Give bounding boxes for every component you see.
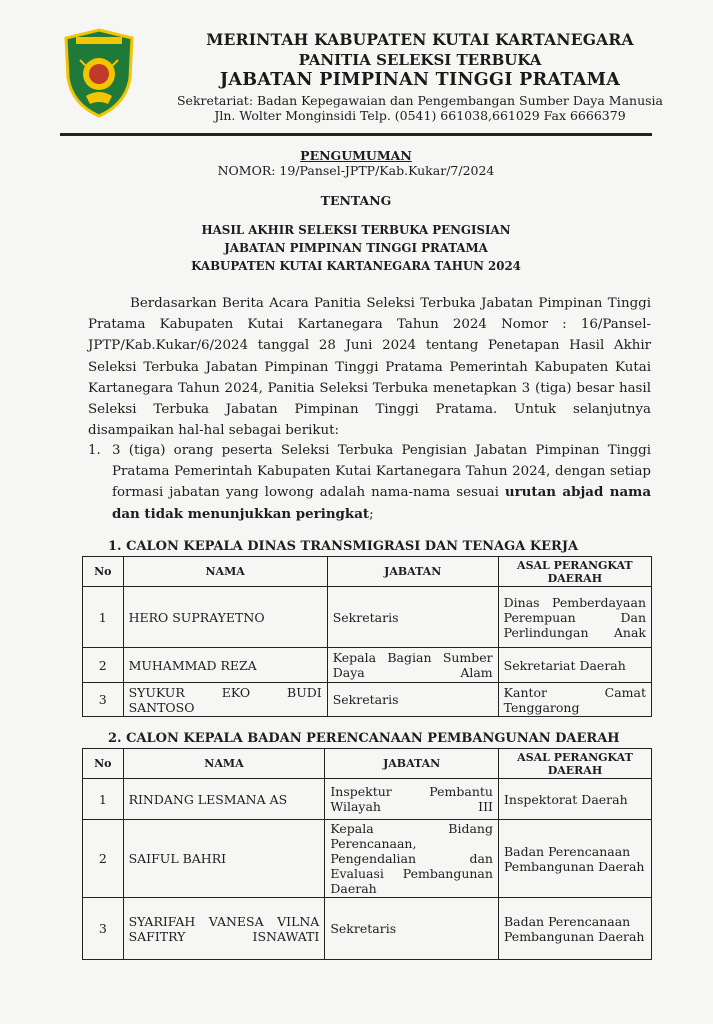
letterhead-committee: PANITIA SELEKSI TERBUKA bbox=[298, 51, 542, 69]
header-asal: ASAL PERANGKAT DAERAH bbox=[498, 557, 651, 587]
header-jabatan: JABATAN bbox=[327, 557, 498, 587]
cell-jabatan: Sekretaris bbox=[327, 683, 498, 717]
header-no: No bbox=[83, 749, 124, 779]
cell-asal: Badan Perencanaan Pembangunan Daerah bbox=[498, 898, 651, 960]
letterhead-address: Jln. Wolter Monginsidi Telp. (0541) 661038,661029 Fax 6666379 bbox=[214, 108, 626, 123]
cell-asal: Badan Perencanaan Pembangunan Daerah bbox=[498, 820, 651, 898]
cell-jabatan: Kepala Bidang Perencanaan, Pengendalian dan Evaluasi Pembangunan Daerah bbox=[325, 820, 499, 898]
subject-line: HASIL AKHIR SELEKSI TERBUKA PENGISIAN bbox=[201, 223, 511, 237]
cell-jabatan: Kepala Bagian Sumber Daya Alam bbox=[327, 648, 498, 683]
cell-no: 3 bbox=[83, 683, 124, 717]
table-row bbox=[83, 779, 652, 820]
table-header-row bbox=[83, 749, 652, 779]
cell-asal: Kantor Camat Tenggarong bbox=[498, 683, 651, 717]
header-nama: NAMA bbox=[123, 557, 327, 587]
subject-line: KABUPATEN KUTAI KARTANEGARA TAHUN 2024 bbox=[191, 259, 521, 273]
header-jabatan: JABATAN bbox=[325, 749, 499, 779]
table-header-row bbox=[83, 557, 652, 587]
table-row bbox=[83, 587, 652, 648]
list-item-text: 3 (tiga) orang peserta Seleksi Terbuka Pengisian Jabatan Pimpinan Tinggi Pratama Pemerintah Kabupaten Kutai Kartanegara Tahun 2024, dengan setiap formasi jabatan yang lowong adalah nama-nama sesuai urutan abjad nama dan tidak menunjukkan peringkat; bbox=[112, 443, 651, 522]
cell-nama: RINDANG LESMANA AS bbox=[123, 779, 325, 820]
cell-no: 1 bbox=[83, 587, 124, 648]
letterhead-divider bbox=[60, 133, 652, 136]
list-item bbox=[88, 440, 651, 525]
cell-no: 1 bbox=[83, 779, 124, 820]
cell-nama: SYUKUR EKO BUDI SANTOSO bbox=[123, 683, 327, 717]
announcement-tentang: TENTANG bbox=[320, 193, 392, 208]
list-item-number: 1. bbox=[88, 443, 101, 458]
cell-nama: HERO SUPRAYETNO bbox=[123, 587, 327, 648]
header-asal: ASAL PERANGKAT DAERAH bbox=[498, 749, 651, 779]
cell-jabatan: Sekretaris bbox=[327, 587, 498, 648]
table-row bbox=[83, 648, 652, 683]
section-heading-1: 1. CALON KEPALA DINAS TRANSMIGRASI DAN TENAGA KERJA bbox=[108, 539, 579, 554]
letterhead-secretariat: Sekretariat: Badan Kepegawaian dan Pengembangan Sumber Daya Manusia bbox=[176, 93, 664, 108]
section-heading-2: 2. CALON KEPALA BADAN PERENCANAAN PEMBANGUNAN DAERAH bbox=[108, 731, 620, 746]
cell-no: 2 bbox=[83, 820, 124, 898]
cell-nama: SAIFUL BAHRI bbox=[123, 820, 325, 898]
header-no: No bbox=[83, 557, 124, 587]
candidates-table-1 bbox=[82, 556, 652, 717]
kutai-kartanegara-emblem-icon bbox=[62, 28, 136, 118]
cell-nama: MUHAMMAD REZA bbox=[123, 648, 327, 683]
cell-nama: SYARIFAH VANESA VILNA SAFITRY ISNAWATI bbox=[123, 898, 325, 960]
letterhead-government: MERINTAH KABUPATEN KUTAI KARTANEGARA bbox=[206, 30, 634, 49]
announcement-number: NOMOR: 19/Pansel-JPTP/Kab.Kukar/7/2024 bbox=[217, 163, 495, 178]
announcement-subject bbox=[60, 221, 652, 275]
table-row bbox=[83, 683, 652, 717]
header-nama: NAMA bbox=[123, 749, 325, 779]
cell-asal: Dinas Pemberdayaan Perempuan Dan Perlindungan Anak bbox=[498, 587, 651, 648]
intro-paragraph: Berdasarkan Berita Acara Panitia Seleksi Terbuka Jabatan Pimpinan Tinggi Pratama Kabupaten Kutai Kartanegara Tahun 2024 Nomor : 16/Pansel-JPTP/Kab.Kukar/6/2024 tanggal 28 Juni 2024 tentang Penetapan Hasil Akhir Seleksi Terbuka Jabatan Pimpinan Tinggi Pratama Pemerintah Kabupaten Kutai Kartanegara Tahun 2024, Panitia Seleksi Terbuka menetapkan 3 (tiga) besar hasil Seleksi Terbuka Jabatan Pimpinan Tinggi Pratama. Untuk selanjutnya disampaikan hal-hal sebagai berikut: bbox=[88, 296, 651, 439]
cell-jabatan: Sekretaris bbox=[325, 898, 499, 960]
cell-no: 2 bbox=[83, 648, 124, 683]
table-row bbox=[83, 898, 652, 960]
cell-asal: Inspektorat Daerah bbox=[498, 779, 651, 820]
subject-line: JABATAN PIMPINAN TINGGI PRATAMA bbox=[224, 241, 488, 255]
announcement-title: PENGUMUMAN bbox=[300, 148, 412, 163]
emphasis-text: urutan abjad nama dan tidak menunjukkan peringkat bbox=[112, 484, 651, 522]
cell-asal: Sekretariat Daerah bbox=[498, 648, 651, 683]
table-row bbox=[83, 820, 652, 898]
cell-jabatan: Inspektur Pembantu Wilayah III bbox=[325, 779, 499, 820]
cell-no: 3 bbox=[83, 898, 124, 960]
candidates-table-2 bbox=[82, 748, 652, 960]
letterhead-position: JABATAN PIMPINAN TINGGI PRATAMA bbox=[219, 70, 621, 90]
